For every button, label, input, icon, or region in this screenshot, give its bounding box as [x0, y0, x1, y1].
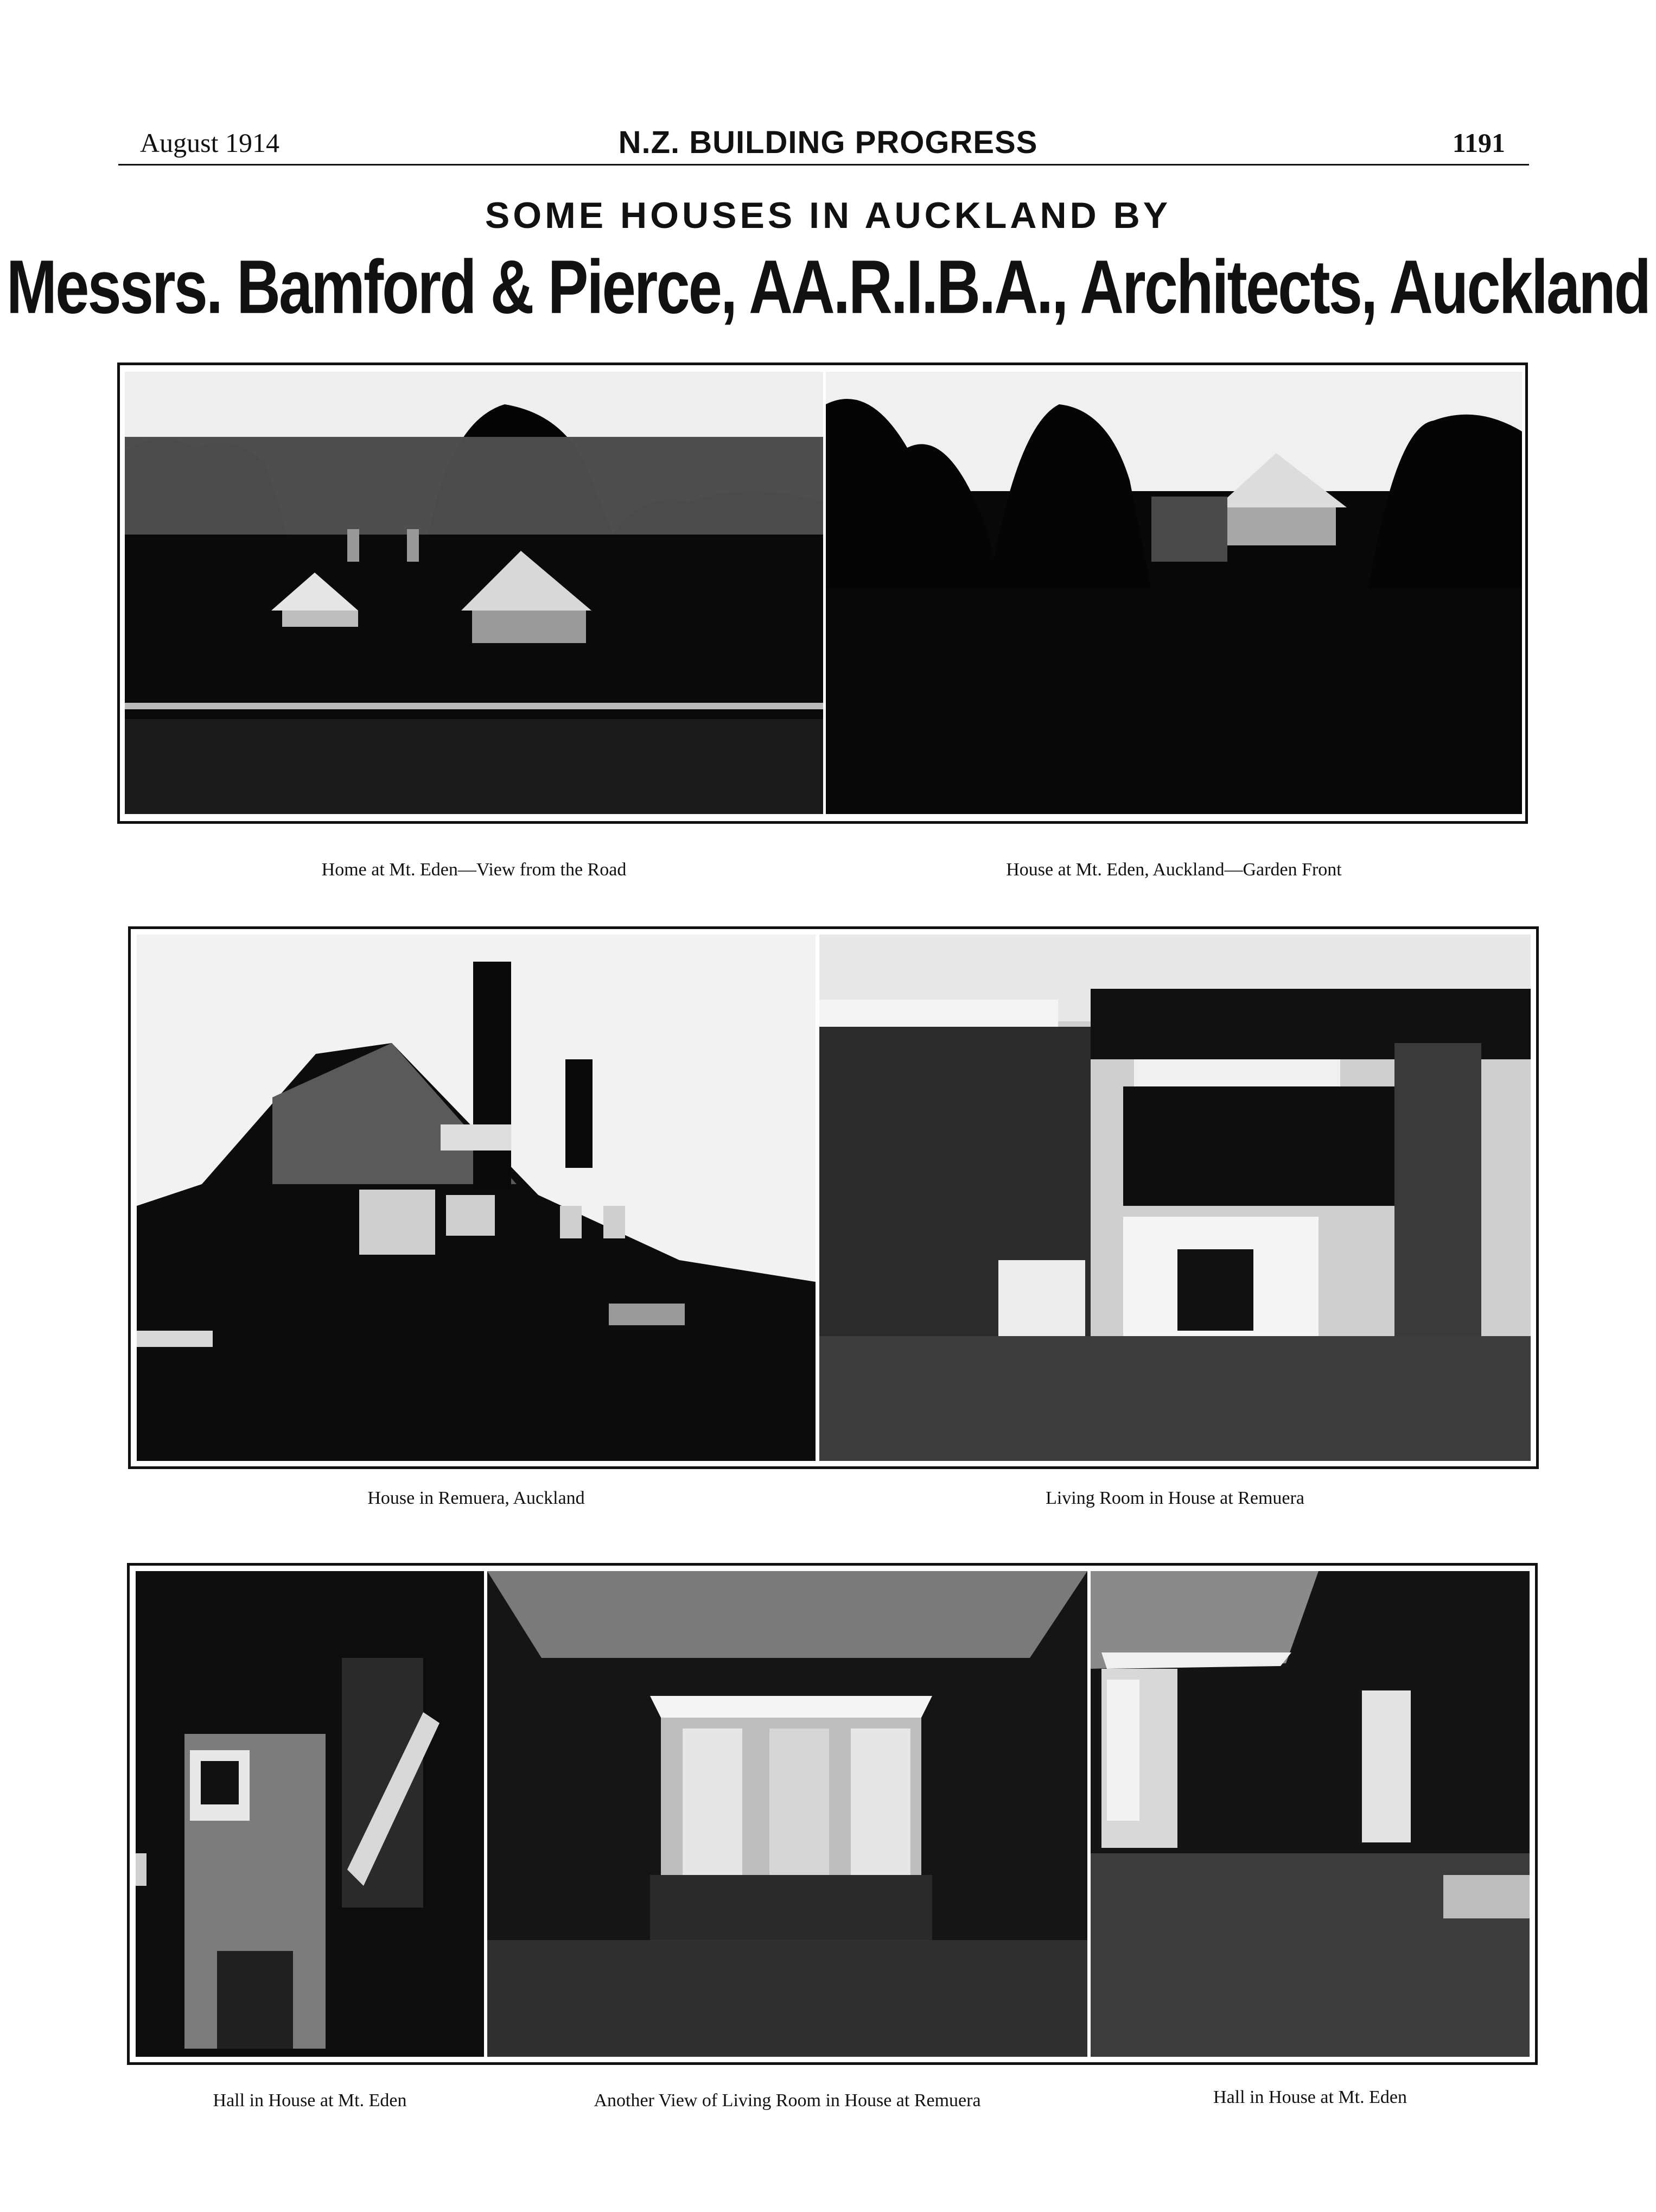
caption-mt-eden-hall-right: Hall in House at Mt. Eden — [1213, 2087, 1407, 2107]
photo-mt-eden-garden-front — [826, 372, 1522, 814]
caption-remuera-living-room: Living Room in House at Remuera — [1046, 1488, 1304, 1508]
caption-mt-eden-road-view: Home at Mt. Eden—View from the Road — [321, 860, 627, 880]
photo-remuera-living-room — [819, 935, 1531, 1461]
article-subtitle: SOME HOUSES IN AUCKLAND BY — [485, 195, 1171, 236]
photo-mt-eden-road-view — [125, 372, 823, 814]
page-number: 1191 — [1452, 128, 1505, 158]
photo-remuera-house — [137, 935, 816, 1461]
photo-mt-eden-hall-left — [136, 1571, 484, 2057]
journal-name: N.Z. BUILDING PROGRESS — [618, 125, 1038, 160]
caption-remuera-house: House in Remuera, Auckland — [367, 1488, 585, 1508]
caption-remuera-living-room-another-view: Another View of Living Room in House at Remuera — [594, 2090, 981, 2111]
header-rule — [118, 164, 1529, 166]
caption-mt-eden-hall-left: Hall in House at Mt. Eden — [213, 2090, 407, 2111]
issue-date: August 1914 — [140, 128, 279, 158]
article-title: Messrs. Bamford & Pierce, AA.R.I.B.A., Architects, Auckland — [6, 244, 1650, 329]
photo-remuera-living-room-another-view — [487, 1571, 1087, 2057]
photo-mt-eden-hall-right — [1091, 1571, 1530, 2057]
caption-mt-eden-garden-front: House at Mt. Eden, Auckland—Garden Front — [1006, 860, 1342, 880]
